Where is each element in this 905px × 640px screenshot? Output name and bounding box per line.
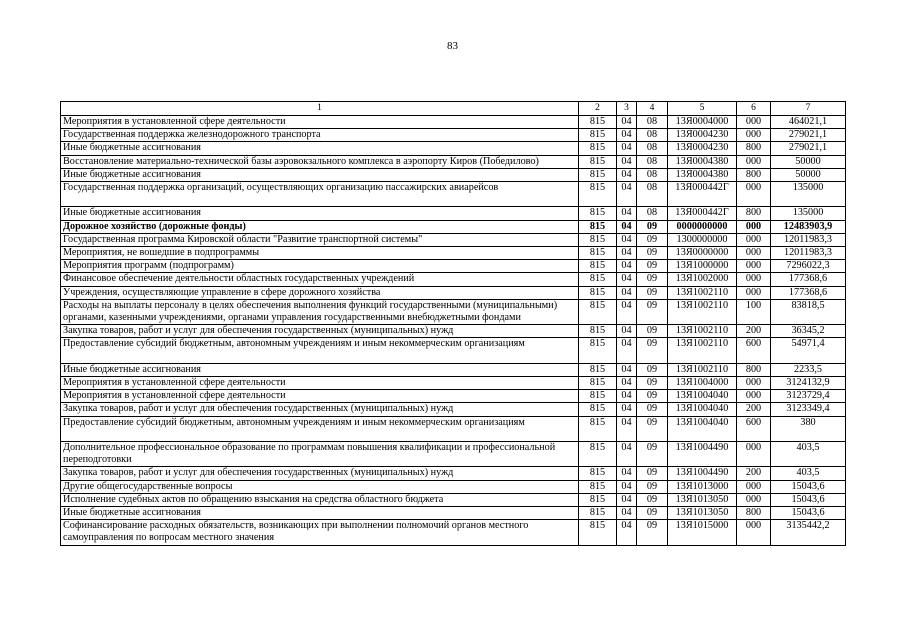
- row-target-article-cell: 13Я0004380: [668, 168, 737, 181]
- row-subsection2-cell: 09: [637, 273, 668, 286]
- row-section-cell: 815: [579, 155, 617, 168]
- row-target-article-cell: 13Я1002110: [668, 338, 737, 363]
- row-target-article-cell: 13Я1013050: [668, 493, 737, 506]
- row-expense-type-cell: 000: [737, 390, 771, 403]
- row-subsection-cell: 04: [617, 220, 637, 233]
- row-name-cell: Финансовое обеспечение деятельности областных государственных учреждений: [61, 273, 579, 286]
- row-expense-type-cell: 600: [737, 338, 771, 363]
- row-target-article-cell: 13Я1013000: [668, 480, 737, 493]
- row-amount-cell: 279021,1: [771, 142, 846, 155]
- row-target-article-cell: 1300000000: [668, 233, 737, 246]
- table-row: [61, 493, 846, 506]
- row-expense-type-cell: 000: [737, 442, 771, 467]
- row-amount-cell: 50000: [771, 155, 846, 168]
- row-amount-cell: 12011983,3: [771, 233, 846, 246]
- row-expense-type-cell: 000: [737, 273, 771, 286]
- row-target-article-cell: 13Я1013050: [668, 507, 737, 520]
- row-subsection2-cell: 09: [637, 233, 668, 246]
- row-expense-type-cell: 000: [737, 493, 771, 506]
- row-amount-cell: 177368,6: [771, 273, 846, 286]
- row-subsection2-cell: 09: [637, 338, 668, 363]
- table-row: [61, 377, 846, 390]
- row-subsection2-cell: 08: [637, 129, 668, 142]
- row-section-cell: 815: [579, 260, 617, 273]
- row-name-cell: Государственная программа Кировской области "Развитие транспортной системы": [61, 233, 579, 246]
- row-subsection-cell: 04: [617, 207, 637, 220]
- row-name-cell: Дополнительное профессиональное образование по программам повышения квалификации и профессиональной переподготовки: [61, 442, 579, 467]
- row-target-article-cell: 13Я1004490: [668, 467, 737, 480]
- row-expense-type-cell: 000: [737, 260, 771, 273]
- row-name-cell: Государственная поддержка организаций, осуществляющих организацию пассажирских авиарейсов: [61, 182, 579, 207]
- row-subsection2-cell: 09: [637, 480, 668, 493]
- table-row: [61, 182, 846, 207]
- row-subsection2-cell: 08: [637, 182, 668, 207]
- row-name-cell: Мероприятия в установленной сфере деятельности: [61, 377, 579, 390]
- row-target-article-cell: 13Я1004490: [668, 442, 737, 467]
- row-amount-cell: 177368,6: [771, 286, 846, 299]
- row-section-cell: 815: [579, 299, 617, 324]
- table-row: [61, 129, 846, 142]
- row-section-cell: 815: [579, 416, 617, 441]
- row-name-cell: Мероприятия программ (подпрограмм): [61, 260, 579, 273]
- row-subsection-cell: 04: [617, 507, 637, 520]
- row-subsection2-cell: 09: [637, 377, 668, 390]
- row-amount-cell: 279021,1: [771, 129, 846, 142]
- row-expense-type-cell: 200: [737, 403, 771, 416]
- row-name-cell: Мероприятия, не вошедшие в подпрограммы: [61, 247, 579, 260]
- row-subsection-cell: 04: [617, 377, 637, 390]
- row-expense-type-cell: 000: [737, 220, 771, 233]
- table-row: [61, 390, 846, 403]
- row-target-article-cell: 13Я1004040: [668, 403, 737, 416]
- row-expense-type-cell: 800: [737, 207, 771, 220]
- row-name-cell: Иные бюджетные ассигнования: [61, 207, 579, 220]
- row-subsection-cell: 04: [617, 299, 637, 324]
- row-amount-cell: 380: [771, 416, 846, 441]
- row-section-cell: 815: [579, 467, 617, 480]
- row-name-cell: Иные бюджетные ассигнования: [61, 363, 579, 376]
- row-subsection2-cell: 09: [637, 442, 668, 467]
- row-name-cell: Предоставление субсидий бюджетным, автономным учреждениям и иным некоммерческим организациям: [61, 338, 579, 363]
- header-cell: 4: [637, 102, 668, 116]
- row-amount-cell: 15043,6: [771, 480, 846, 493]
- row-name-cell: Софинансирование расходных обязательств, возникающих при выполнении полномочий органов местного самоуправления по вопросам местного значения: [61, 520, 579, 545]
- row-subsection2-cell: 08: [637, 142, 668, 155]
- row-subsection2-cell: 09: [637, 493, 668, 506]
- row-subsection-cell: 04: [617, 403, 637, 416]
- row-target-article-cell: 13Я1004000: [668, 377, 737, 390]
- table-row: [61, 416, 846, 441]
- row-section-cell: 815: [579, 325, 617, 338]
- row-amount-cell: 15043,6: [771, 507, 846, 520]
- row-subsection2-cell: 09: [637, 299, 668, 324]
- row-expense-type-cell: 000: [737, 129, 771, 142]
- header-cell: 2: [579, 102, 617, 116]
- row-name-cell: Учреждения, осуществляющие управление в сфере дорожного хозяйства: [61, 286, 579, 299]
- row-amount-cell: 3135442,2: [771, 520, 846, 545]
- row-subsection-cell: 04: [617, 142, 637, 155]
- row-expense-type-cell: 800: [737, 168, 771, 181]
- row-subsection2-cell: 09: [637, 260, 668, 273]
- row-target-article-cell: 13Я0004230: [668, 142, 737, 155]
- row-amount-cell: 12011983,3: [771, 247, 846, 260]
- row-section-cell: 815: [579, 442, 617, 467]
- row-section-cell: 815: [579, 220, 617, 233]
- table-row: [61, 442, 846, 467]
- row-amount-cell: 3123729,4: [771, 390, 846, 403]
- table-row: [61, 325, 846, 338]
- row-name-cell: Мероприятия в установленной сфере деятельности: [61, 390, 579, 403]
- row-name-cell: Иные бюджетные ассигнования: [61, 507, 579, 520]
- row-subsection-cell: 04: [617, 273, 637, 286]
- row-section-cell: 815: [579, 338, 617, 363]
- row-section-cell: 815: [579, 207, 617, 220]
- header-cell: 5: [668, 102, 737, 116]
- row-target-article-cell: 13Я000442Г: [668, 182, 737, 207]
- row-subsection2-cell: 08: [637, 207, 668, 220]
- table-row: [61, 286, 846, 299]
- row-name-cell: Восстановление материально-технической базы аэровокзального комплекса в аэропорту Киров (Победилово): [61, 155, 579, 168]
- row-section-cell: 815: [579, 182, 617, 207]
- row-expense-type-cell: 000: [737, 116, 771, 129]
- row-subsection-cell: 04: [617, 233, 637, 246]
- row-subsection2-cell: 09: [637, 520, 668, 545]
- table-row: [61, 467, 846, 480]
- row-expense-type-cell: 000: [737, 286, 771, 299]
- row-name-cell: Иные бюджетные ассигнования: [61, 142, 579, 155]
- header-cell: 6: [737, 102, 771, 116]
- row-amount-cell: 15043,6: [771, 493, 846, 506]
- table-row: [61, 507, 846, 520]
- row-amount-cell: 403,5: [771, 467, 846, 480]
- row-target-article-cell: 13Я1002110: [668, 325, 737, 338]
- table-row: [61, 299, 846, 324]
- row-subsection-cell: 04: [617, 480, 637, 493]
- row-subsection-cell: 04: [617, 168, 637, 181]
- row-section-cell: 815: [579, 520, 617, 545]
- header-cell: 7: [771, 102, 846, 116]
- row-expense-type-cell: 600: [737, 416, 771, 441]
- row-expense-type-cell: 200: [737, 325, 771, 338]
- row-section-cell: 815: [579, 116, 617, 129]
- row-name-cell: Исполнение судебных актов по обращению взыскания на средства областного бюджета: [61, 493, 579, 506]
- row-subsection-cell: 04: [617, 325, 637, 338]
- row-target-article-cell: 13Я1015000: [668, 520, 737, 545]
- row-expense-type-cell: 100: [737, 299, 771, 324]
- header-cell: 3: [617, 102, 637, 116]
- row-target-article-cell: 13Я1002110: [668, 299, 737, 324]
- row-name-cell: Закупка товаров, работ и услуг для обеспечения государственных (муниципальных) нужд: [61, 403, 579, 416]
- row-subsection-cell: 04: [617, 260, 637, 273]
- row-expense-type-cell: 000: [737, 182, 771, 207]
- row-target-article-cell: 13Я0000000: [668, 247, 737, 260]
- row-amount-cell: 135000: [771, 207, 846, 220]
- row-name-cell: Иные бюджетные ассигнования: [61, 168, 579, 181]
- row-section-cell: 815: [579, 377, 617, 390]
- row-subsection-cell: 04: [617, 116, 637, 129]
- row-target-article-cell: 13Я0004000: [668, 116, 737, 129]
- table-row: [61, 168, 846, 181]
- header-cell: 1: [61, 102, 579, 116]
- row-target-article-cell: 0000000000: [668, 220, 737, 233]
- table-row: [61, 155, 846, 168]
- row-amount-cell: 2233,5: [771, 363, 846, 376]
- row-target-article-cell: 13Я0004380: [668, 155, 737, 168]
- table-row: [61, 403, 846, 416]
- row-section-cell: 815: [579, 390, 617, 403]
- row-subsection-cell: 04: [617, 390, 637, 403]
- row-expense-type-cell: 000: [737, 480, 771, 493]
- row-subsection2-cell: 09: [637, 286, 668, 299]
- row-expense-type-cell: 000: [737, 520, 771, 545]
- row-subsection-cell: 04: [617, 493, 637, 506]
- table-body: [61, 116, 846, 546]
- row-subsection2-cell: 08: [637, 168, 668, 181]
- row-subsection2-cell: 09: [637, 325, 668, 338]
- row-section-cell: 815: [579, 403, 617, 416]
- row-subsection-cell: 04: [617, 363, 637, 376]
- table-row: [61, 207, 846, 220]
- table-row: [61, 480, 846, 493]
- row-section-cell: 815: [579, 247, 617, 260]
- table-row: [61, 520, 846, 545]
- row-section-cell: 815: [579, 273, 617, 286]
- row-target-article-cell: 13Я1002110: [668, 286, 737, 299]
- row-subsection2-cell: 08: [637, 116, 668, 129]
- header-row: [61, 102, 846, 116]
- row-subsection2-cell: 09: [637, 416, 668, 441]
- row-expense-type-cell: 000: [737, 247, 771, 260]
- row-amount-cell: 464021,1: [771, 116, 846, 129]
- table-row: [61, 273, 846, 286]
- row-subsection2-cell: 09: [637, 363, 668, 376]
- row-subsection-cell: 04: [617, 182, 637, 207]
- row-name-cell: Государственная поддержка железнодорожного транспорта: [61, 129, 579, 142]
- row-amount-cell: 83818,5: [771, 299, 846, 324]
- table-row: [61, 116, 846, 129]
- row-target-article-cell: 13Я0004230: [668, 129, 737, 142]
- row-name-cell: Мероприятия в установленной сфере деятельности: [61, 116, 579, 129]
- row-target-article-cell: 13Я000442Г: [668, 207, 737, 220]
- row-section-cell: 815: [579, 286, 617, 299]
- row-expense-type-cell: 800: [737, 363, 771, 376]
- row-subsection2-cell: 09: [637, 507, 668, 520]
- row-section-cell: 815: [579, 480, 617, 493]
- row-target-article-cell: 13Я1002000: [668, 273, 737, 286]
- row-expense-type-cell: 000: [737, 377, 771, 390]
- row-target-article-cell: 13Я1000000: [668, 260, 737, 273]
- row-subsection-cell: 04: [617, 338, 637, 363]
- row-amount-cell: 54971,4: [771, 338, 846, 363]
- row-section-cell: 815: [579, 129, 617, 142]
- row-target-article-cell: 13Я1004040: [668, 390, 737, 403]
- row-amount-cell: 36345,2: [771, 325, 846, 338]
- row-subsection2-cell: 09: [637, 220, 668, 233]
- table-row: [61, 220, 846, 233]
- page-number: 83: [447, 40, 458, 52]
- row-subsection-cell: 04: [617, 247, 637, 260]
- row-expense-type-cell: 200: [737, 467, 771, 480]
- row-subsection-cell: 04: [617, 467, 637, 480]
- row-section-cell: 815: [579, 142, 617, 155]
- row-subsection-cell: 04: [617, 129, 637, 142]
- row-section-cell: 815: [579, 507, 617, 520]
- row-subsection2-cell: 09: [637, 403, 668, 416]
- row-name-cell: Дорожное хозяйство (дорожные фонды): [61, 220, 579, 233]
- row-subsection-cell: 04: [617, 520, 637, 545]
- row-target-article-cell: 13Я1002110: [668, 363, 737, 376]
- row-target-article-cell: 13Я1004040: [668, 416, 737, 441]
- row-name-cell: Другие общегосударственные вопросы: [61, 480, 579, 493]
- budget-table: [60, 101, 846, 546]
- table-row: [61, 247, 846, 260]
- row-amount-cell: 12483903,9: [771, 220, 846, 233]
- table-row: [61, 233, 846, 246]
- row-expense-type-cell: 000: [737, 155, 771, 168]
- row-amount-cell: 403,5: [771, 442, 846, 467]
- row-subsection-cell: 04: [617, 155, 637, 168]
- row-expense-type-cell: 000: [737, 233, 771, 246]
- table-row: [61, 260, 846, 273]
- row-subsection2-cell: 08: [637, 155, 668, 168]
- row-name-cell: Предоставление субсидий бюджетным, автономным учреждениям и иным некоммерческим организациям: [61, 416, 579, 441]
- row-amount-cell: 3123349,4: [771, 403, 846, 416]
- row-subsection2-cell: 09: [637, 390, 668, 403]
- row-subsection2-cell: 09: [637, 247, 668, 260]
- row-section-cell: 815: [579, 493, 617, 506]
- table-row: [61, 142, 846, 155]
- table-row: [61, 338, 846, 363]
- row-name-cell: Расходы на выплаты персоналу в целях обеспечения выполнения функций государственными (муниципальными) органами, казенными учреждениями, органами управления государственными внебюджетными фондами: [61, 299, 579, 324]
- row-section-cell: 815: [579, 233, 617, 246]
- row-name-cell: Закупка товаров, работ и услуг для обеспечения государственных (муниципальных) нужд: [61, 325, 579, 338]
- row-amount-cell: 135000: [771, 182, 846, 207]
- row-section-cell: 815: [579, 363, 617, 376]
- row-subsection-cell: 04: [617, 286, 637, 299]
- row-amount-cell: 3124132,9: [771, 377, 846, 390]
- row-name-cell: Закупка товаров, работ и услуг для обеспечения государственных (муниципальных) нужд: [61, 467, 579, 480]
- row-amount-cell: 50000: [771, 168, 846, 181]
- row-expense-type-cell: 800: [737, 507, 771, 520]
- row-expense-type-cell: 800: [737, 142, 771, 155]
- row-section-cell: 815: [579, 168, 617, 181]
- row-subsection-cell: 04: [617, 442, 637, 467]
- row-subsection2-cell: 09: [637, 467, 668, 480]
- row-subsection-cell: 04: [617, 416, 637, 441]
- row-amount-cell: 7296022,3: [771, 260, 846, 273]
- table-row: [61, 363, 846, 376]
